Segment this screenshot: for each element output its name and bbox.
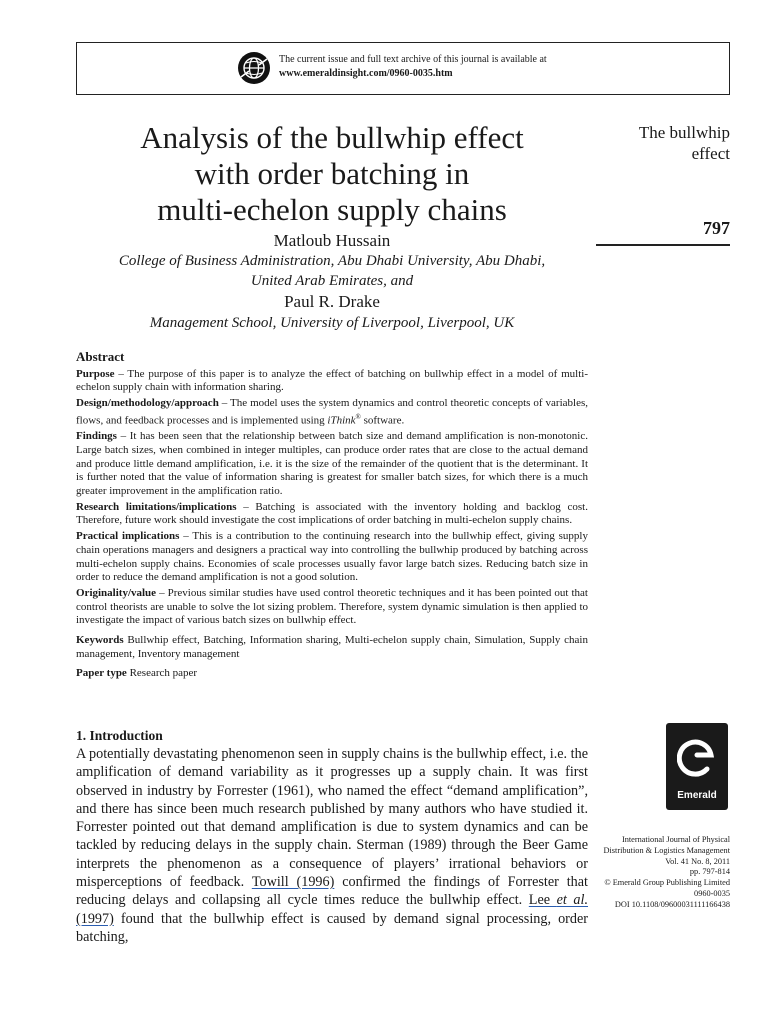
abstract-purpose bbox=[76, 368, 588, 395]
section-label: Purpose bbox=[76, 367, 115, 380]
affiliation-line: United Arab Emirates, and bbox=[250, 273, 414, 289]
running-title-line: effect bbox=[691, 144, 730, 163]
section-label: Design/methodology/approach bbox=[76, 397, 219, 410]
section-label: Paper type bbox=[76, 667, 127, 680]
running-title-line: The bullwhip bbox=[638, 123, 730, 142]
globe-icon bbox=[237, 51, 271, 85]
body-paragraph bbox=[76, 745, 588, 946]
journal-info-line: pp. 797-814 bbox=[689, 867, 730, 877]
title-line: multi-echelon supply chains bbox=[157, 192, 507, 227]
abstract-keywords bbox=[76, 634, 588, 661]
citation-link[interactable]: Towill (1996) bbox=[251, 874, 335, 891]
divider bbox=[596, 244, 730, 246]
abstract-paper-type bbox=[76, 667, 588, 681]
journal-info-line: DOI 10.1108/09600031111166438 bbox=[614, 899, 730, 909]
section-text: – Previous similar studies have used control theoretic techniques and it has been pointed out that control theorists are unable to solve the lot sizing problem. Therefore, system dynamic simulation is then applied to investigate the impact of various batch sizes on bullwhip effect. bbox=[76, 586, 588, 627]
section-text: – It has been seen that the relationship between batch size and demand amplification is non-monotonic. Large batch sizes, when combined in integer multiples, can produce order rates that are close to the actual demand and produce little demand amplification, i.e. it is the size of the remainder of the quotient that is the determinant. It is further noted that the value of information sharing is greatest for smaller batch sizes, for which there is a much greater improvement in the amplification ratio. bbox=[76, 430, 588, 497]
availability-text: The current issue and full text archive of this journal is available at bbox=[279, 54, 547, 65]
author-name: Matloub Hussain bbox=[273, 231, 391, 250]
journal-info-line: International Journal of Physical bbox=[621, 835, 730, 844]
body-text: A potentially devastating phenomenon seen in supply chains is the bullwhip effect, i.e. the amplification of demand variability as it progresses up a supply chain. It was first observed in industry by Forrester (1961), who named the effect “demand amplification”, and there has since been much research published by many authors who have studied it. Forrester pointed out that demand amplification is due to system dynamics and can be tackled by reducing delays in the supply chain. Sterman (1989) through the Beer Game interprets the phenomenon as a consequence of players’ irrational behaviors or misperceptions of feedback. bbox=[76, 746, 588, 891]
citation-year: (1997) bbox=[76, 910, 114, 927]
section-label: Practical implications bbox=[76, 530, 180, 543]
section-text: – The model uses the system dynamics and control theoretic concepts of variables, flows, and feedback processes and is implemented using bbox=[76, 397, 588, 427]
abstract-design bbox=[76, 397, 588, 428]
section-text: Research paper bbox=[126, 667, 198, 680]
citation-author: Lee bbox=[528, 892, 557, 909]
journal-availability-box bbox=[76, 42, 730, 95]
journal-info-line: Vol. 41 No. 8, 2011 bbox=[665, 856, 730, 866]
abstract-heading: Abstract bbox=[76, 349, 125, 364]
journal-info-line: © Emerald Group Publishing Limited bbox=[604, 878, 730, 888]
section-label: Research limitations/implications bbox=[76, 500, 237, 513]
emerald-logo bbox=[666, 723, 728, 810]
title-line: Analysis of the bullwhip effect bbox=[140, 120, 524, 155]
page-number: 797 bbox=[703, 218, 730, 238]
registered-mark: ® bbox=[355, 412, 361, 421]
body-text: found that the bullwhip effect is caused by demand signal processing, order batching, bbox=[76, 910, 588, 945]
citation-etal: et al. bbox=[556, 892, 589, 909]
abstract-findings bbox=[76, 430, 588, 499]
affiliation-line: College of Business Administration, Abu Dhabi University, Abu Dhabi, bbox=[118, 253, 546, 269]
section-heading: 1. Introduction bbox=[76, 728, 163, 743]
publisher-name: Emerald bbox=[677, 790, 717, 801]
introduction-section bbox=[76, 728, 588, 946]
running-title bbox=[596, 122, 730, 164]
section-label: Keywords bbox=[76, 634, 124, 647]
abstract-originality bbox=[76, 587, 588, 628]
section-label: Findings bbox=[76, 430, 117, 443]
abstract-practical bbox=[76, 530, 588, 585]
author-affiliation: Management School, University of Liverpool, Liverpool, UK bbox=[149, 315, 515, 331]
section-text: – Batching is associated with the inventory holding and backlog cost. Therefore, future work should investigate the cost implications of order batching in multi-echelon supply chains. bbox=[76, 500, 588, 527]
title-line: with order batching in bbox=[194, 156, 470, 191]
software-name: iThink bbox=[327, 414, 356, 427]
abstract-limitations bbox=[76, 501, 588, 528]
body-text: confirmed the findings of Forrester that reducing delays and collapsing all cycle times reduce the bullwhip effect. bbox=[76, 874, 588, 909]
journal-info-line: 0960-0035 bbox=[694, 888, 730, 898]
abstract-section bbox=[76, 350, 588, 683]
author-name: Paul R. Drake bbox=[284, 292, 380, 311]
section-text: software. bbox=[360, 414, 405, 427]
section-label: Originality/value bbox=[76, 586, 157, 599]
section-text: – This is a contribution to the continuing research into the bullwhip effect, giving supply chain operations managers and designers a practical way into controlling the bullwhip produced by batching across multi-echelon supply chains. Economies of scale processes usually favor large batch sizes. Reducing batch size in order to reduce the demand amplification is not a good solution. bbox=[76, 530, 588, 584]
journal-citation-info bbox=[580, 835, 730, 911]
author-affiliation bbox=[76, 251, 588, 291]
emerald-swirl-icon bbox=[677, 731, 717, 785]
journal-info-line: Distribution & Logistics Management bbox=[603, 845, 730, 855]
section-text: Bullwhip effect, Batching, Information sharing, Multi-echelon supply chain, Simulation, Supply chain management, Inventory management bbox=[76, 634, 588, 660]
paper-title bbox=[76, 120, 588, 228]
section-text: – The purpose of this paper is to analyze the effect of batching on bullwhip effect in a model of multi-echelon supply chain with information sharing. bbox=[76, 367, 588, 394]
journal-url[interactable]: www.emeraldinsight.com/0960-0035.htm bbox=[279, 68, 453, 79]
